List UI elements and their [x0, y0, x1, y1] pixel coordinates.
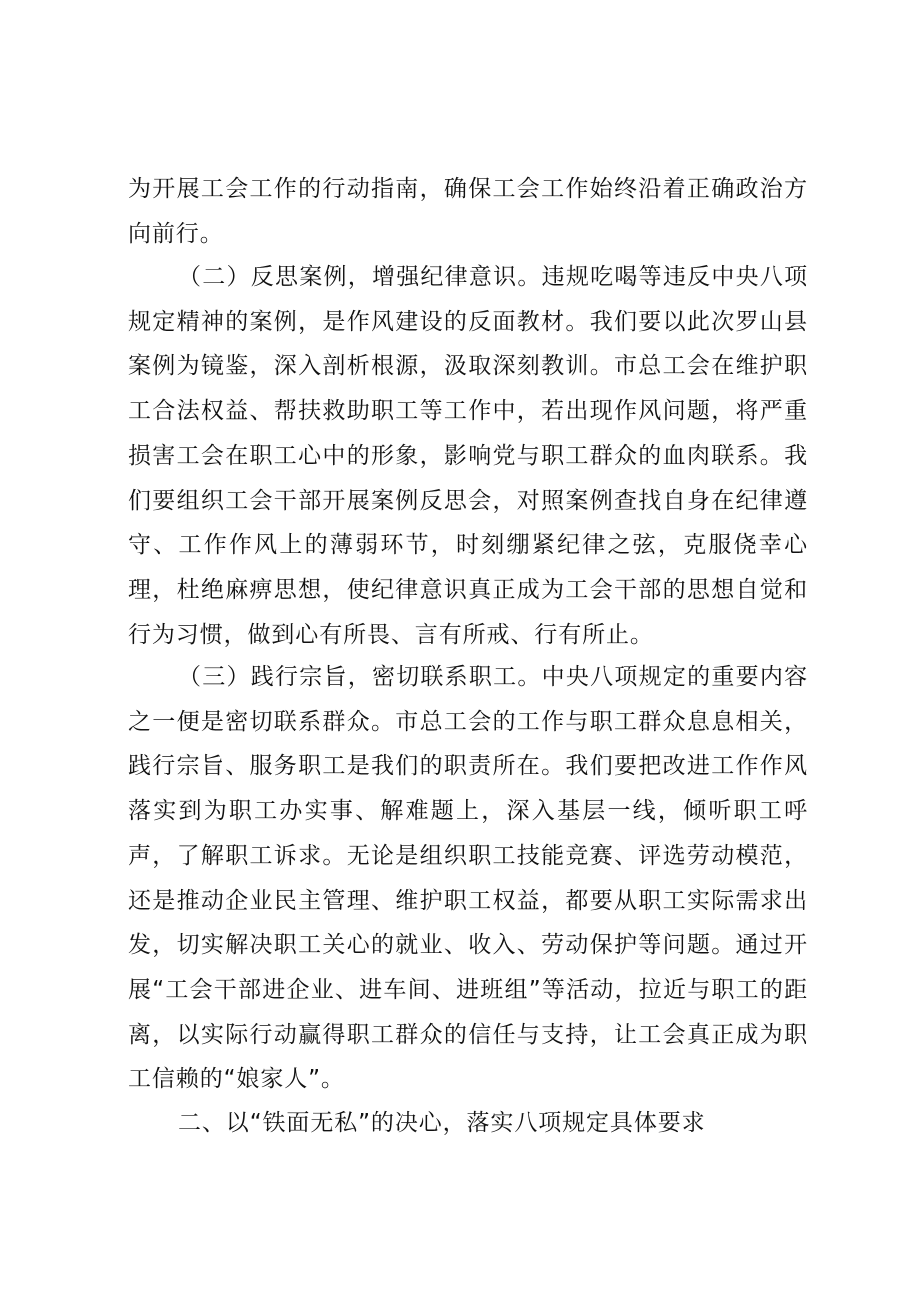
paragraph-text: （二）反思案例，增强纪律意识。违规吃喝等违反中央八项规定精神的案例，是作风建设的反面教材。我们要以此次罗山县案例为镜鉴，深入剖析根源，汲取深刻教训。市总工会在维护职工合法权益、帮扶救助职工等工作中，若出现作风问题，将严重损害工会在职工心中的形象，影响党与职工群众的血肉联系。我们要组织工会干部开展案例反思会，对照案例查找自身在纪律遵守、工作作风上的薄弱环节，时刻绷紧纪律之弦，克服侥幸心理，杜绝麻痹思想，使纪律意识真正成为工会干部的思想自觉和行为习惯，做到心有所畏、言有所戒、行有所止。: [128, 264, 808, 648]
paragraph-continuation: [128, 167, 808, 256]
paragraph-section-three: [128, 655, 808, 1102]
paragraph-text: 为开展工会工作的行动指南，确保工会工作始终沿着正确政治方向前行。: [128, 176, 808, 247]
paragraph-text: （三）践行宗旨，密切联系职工。中央八项规定的重要内容之一便是密切联系群众。市总工会的工作与职工群众息息相关，践行宗旨、服务职工是我们的职责所在。我们要把改进工作作风落实到为职工办实事、解难题上，深入基层一线，倾听职工呼声，了解职工诉求。无论是组织职工技能竞赛、评选劳动模范，还是推动企业民主管理、维护职工权益，都要从职工实际需求出发，切实解决职工关心的就业、收入、劳动保护等问题。通过开展“工会干部进企业、进车间、进班组”等活动，拉近与职工的距离，以实际行动赢得职工群众的信任与支持，让工会真正成为职工信赖的“娘家人”。: [128, 664, 808, 1093]
section-heading: [128, 1101, 808, 1146]
paragraph-section-two: [128, 255, 808, 657]
heading-text: 二、以“铁面无私”的决心，落实八项规定具体要求: [178, 1110, 706, 1136]
